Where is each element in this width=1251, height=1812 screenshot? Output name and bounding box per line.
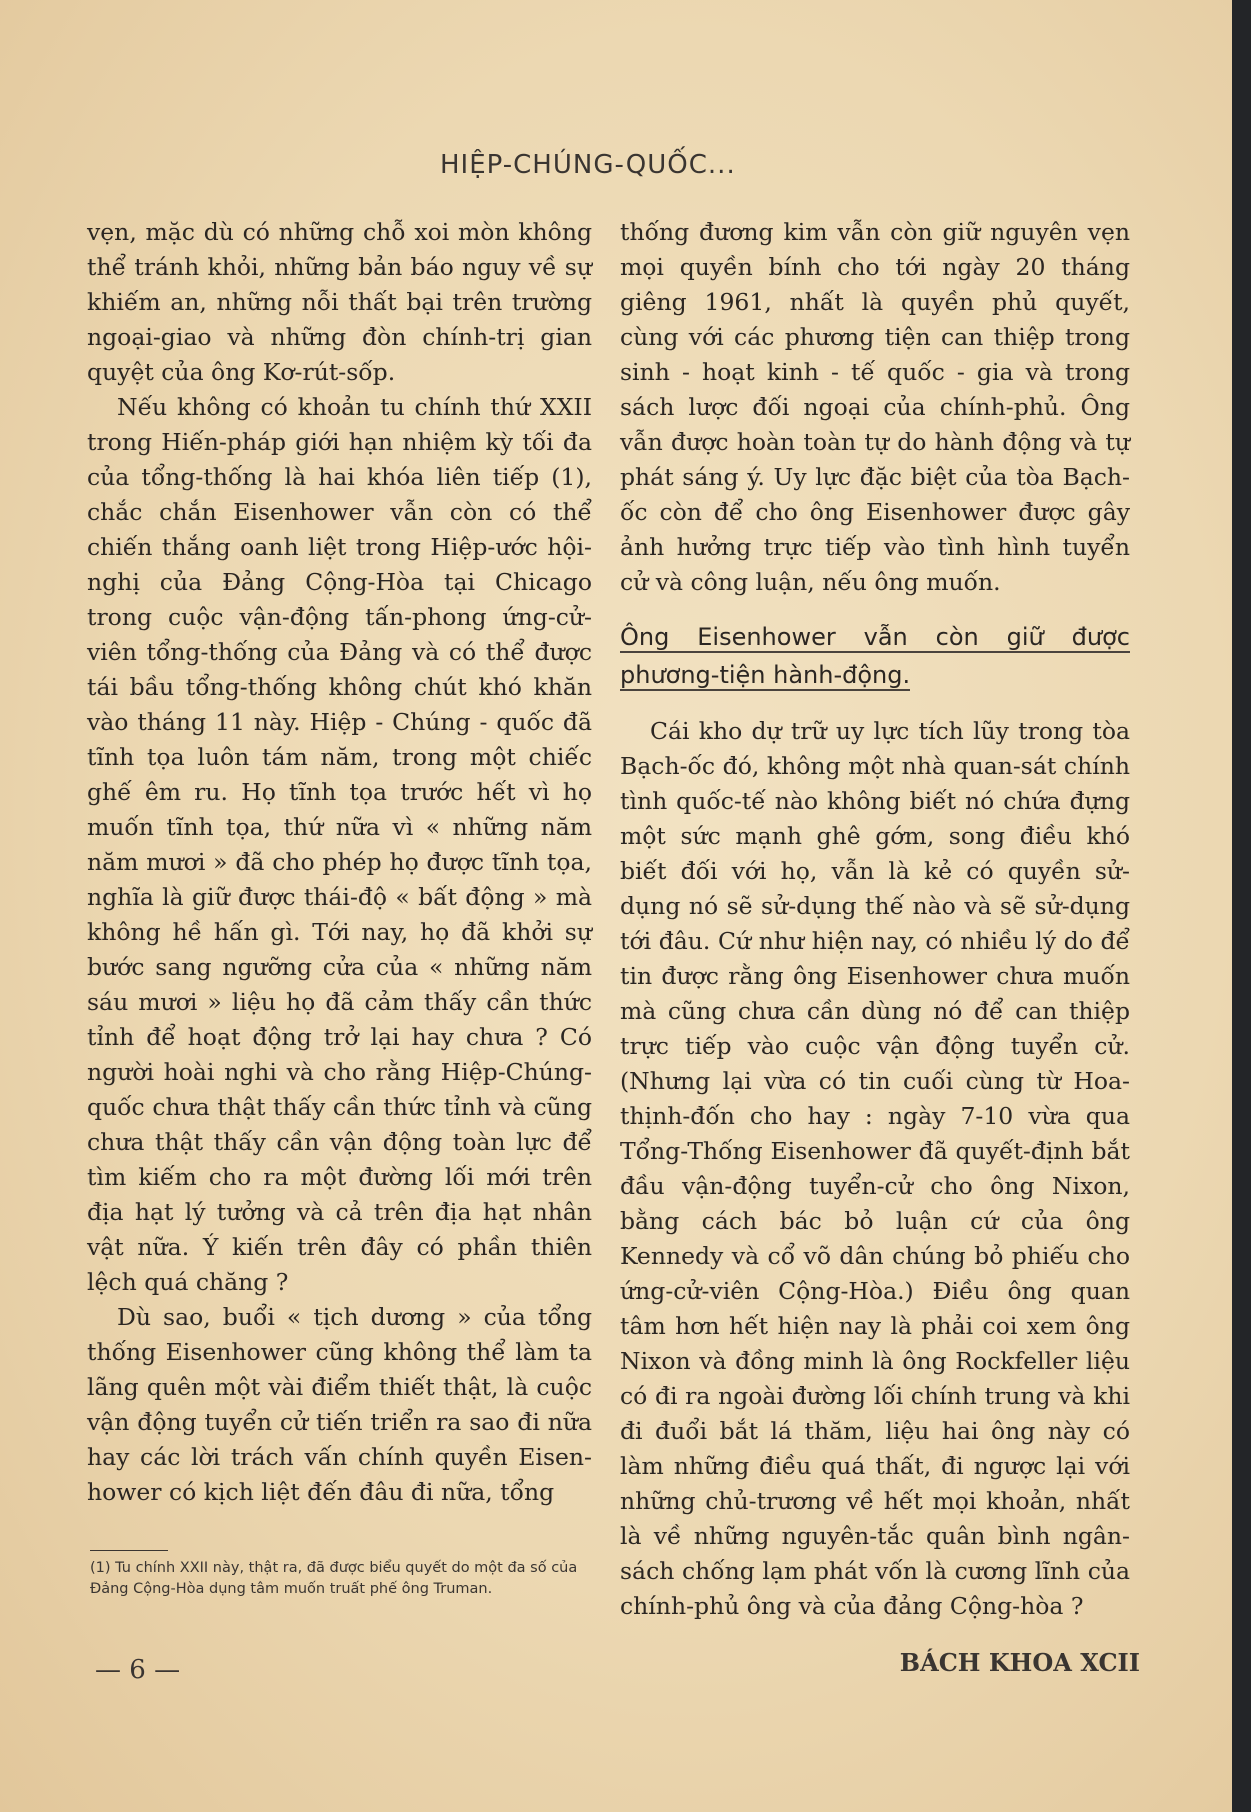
right-paragraph-2: Cái kho dự trữ uy lực tích lũy trong tòa Bạch-ốc đó, không một nhà quan-sát chính tình quốc-tế nào không biết nó chứa đựng một sức mạnh ghê gớm, song điều khó biết đối với họ, vẫn là kẻ có quyền sử-dụng nó sẽ sử-dụng thế nào và sẽ sử-dụng tới đâu. Cứ như hiện nay, có nhiều lý do để tin được rằng ông Eisenhower chưa muốn mà cũng chưa cần dùng nó để can thiệp trực tiếp vào cuộc vận động tuyển cử. (Nhưng lại vừa có tin cuối cùng từ Hoa-thịnh-đốn cho hay : ngày 7-10 vừa qua Tổng-Thống Eisenhower đã quyết-định bắt đầu vận-động tuyển-cử cho ông Nixon, bằng cách bác bỏ luận cứ của ông Kennedy và cổ võ dân chúng bỏ phiếu cho ứng-cử-viên Cộng-Hòa.) Điều ông quan tâm hơn hết hiện nay là phải coi xem ông Nixon và đồng minh là ông Rockfeller liệu có đi ra ngoài đường lối chính trung và khi đi đuổi bắt lá thăm, liệu hai ông này có làm những điều quá thất, đi ngược lại với những chủ-trương về hết mọi khoản, nhất là về những nguyên-tắc quân bình ngân-sách chống lạm phát vốn là cương lĩnh của chính-phủ ông và của đảng Cộng-hòa ? <box>620 717 1130 1620</box>
scan-edge <box>1232 0 1251 1812</box>
left-column <box>87 215 592 1510</box>
journal-name: BÁCH KHOA XCII <box>899 1648 1140 1677</box>
section-heading-text: Ông Eisenhower vẫn còn giữ được phương-tiện hành-động. <box>620 623 1130 689</box>
right-paragraph-1: thống đương kim vẫn còn giữ nguyên vẹn mọi quyền bính cho tới ngày 20 tháng giêng 1961, nhất là quyền phủ quyết, cùng với các phương tiện can thiệp trong sinh - hoạt kinh - tế quốc - gia và trong sách lược đối ngoại của chính-phủ. Ông vẫn được hoàn toàn tự do hành động và tự phát sáng ý. Uy lực đặc biệt của tòa Bạch-ốc còn để cho ông Eisenhower được gây ảnh hưởng trực tiếp vào tình hình tuyển cử và công luận, nếu ông muốn. <box>620 218 1130 596</box>
left-paragraph-1: vẹn, mặc dù có những chỗ xoi mòn không thể tránh khỏi, những bản báo nguy về sự khiếm an, những nỗi thất bại trên trường ngoại-giao và những đòn chính-trị gian quyệt của ông Kơ-rút-sốp. <box>87 218 592 386</box>
footnote-divider <box>90 1550 168 1551</box>
left-paragraph-2: Nếu không có khoản tu chính thứ XXII trong Hiến-pháp giới hạn nhiệm kỳ tối đa của tổng-thống là hai khóa liên tiếp (1), chắc chắn Eisenhower vẫn còn có thể chiến thắng oanh liệt trong Hiệp-ước hội-nghị của Đảng Cộng-Hòa tại Chicago trong cuộc vận-động tấn-phong ứng-cử-viên tổng-thống của Đảng và có thể được tái bầu tổng-thống không chút khó khăn vào tháng 11 này. Hiệp - Chúng - quốc đã tĩnh tọa luôn tám năm, trong một chiếc ghế êm ru. Họ tĩnh tọa trước hết vì họ muốn tĩnh tọa, thứ nữa vì « những năm năm mươi » đã cho phép họ được tĩnh tọa, nghĩa là giữ được thái-độ « bất động » mà không hề hấn gì. Tới nay, họ đã khởi sự bước sang ngưỡng cửa của « những năm sáu mươi » liệu họ đã cảm thấy cần thức tỉnh để hoạt động trở lại hay chưa ? Có người hoài nghi và cho rằng Hiệp-Chúng-quốc chưa thật thấy cần thức tỉnh và cũng chưa thật thấy cần vận động toàn lực để tìm kiếm cho ra một đường lối mới trên địa hạt lý tưởng và cả trên địa hạt nhân vật nữa. Ý kiến trên đây có phần thiên lệch quá chăng ? <box>87 393 592 1296</box>
running-head: HIỆP-CHÚNG-QUỐC... <box>440 150 736 180</box>
right-column <box>620 215 1130 1624</box>
page-number: — 6 — <box>95 1655 181 1685</box>
section-heading <box>620 618 1130 694</box>
footnote: (1) Tu chính XXII này, thật ra, đã được biểu quyết do một đa số của Đảng Cộng-Hòa dụng tâm muốn truất phế ông Truman. <box>90 1560 578 1597</box>
left-paragraph-3: Dù sao, buổi « tịch dương » của tổng thống Eisenhower cũng không thể làm ta lãng quên một vài điểm thiết thật, là cuộc vận động tuyển cử tiến triển ra sao đi nữa hay các lời trách vấn chính quyền Eisen-hower có kịch liệt đến đâu đi nữa, tổng <box>87 1303 592 1506</box>
